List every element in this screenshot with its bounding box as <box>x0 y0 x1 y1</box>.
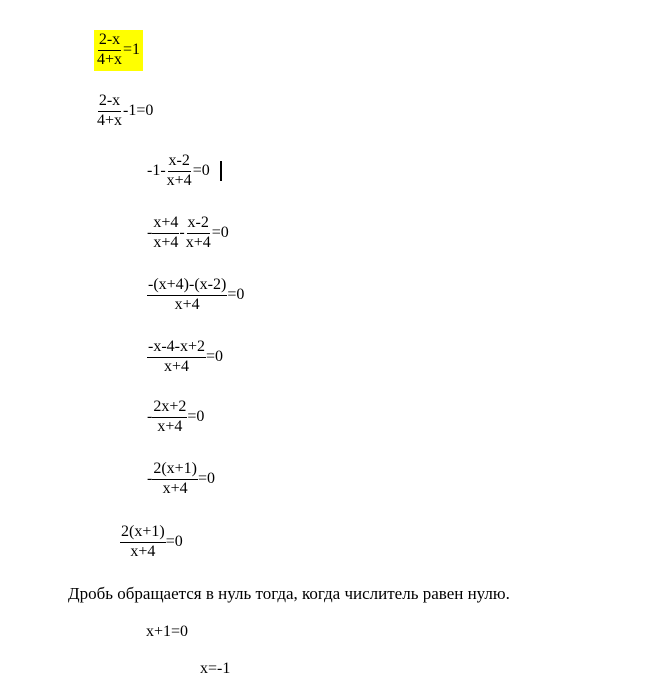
denominator: x+4 <box>162 479 188 497</box>
explanation-text: Дробь обращается в нуль тогда, когда числитель равен нулю. <box>68 584 510 603</box>
fraction <box>166 153 193 190</box>
fraction <box>96 93 123 130</box>
equation-step-4 <box>147 215 229 252</box>
fraction <box>152 461 198 498</box>
numerator: 2(x+1) <box>120 524 166 543</box>
equation-step-3 <box>147 153 222 190</box>
fraction <box>120 524 166 561</box>
result-text: x+1=0 <box>146 623 189 640</box>
numerator: 2x+2 <box>152 399 187 418</box>
result-text: x=-1 <box>200 660 231 677</box>
text-cursor <box>220 161 222 181</box>
equation-step-1 <box>94 30 143 71</box>
numerator: 2(x+1) <box>152 461 198 480</box>
numerator: 2-x <box>98 93 121 112</box>
equation-prefix: - <box>147 224 153 242</box>
equation-rhs: =0 <box>165 533 183 551</box>
equation-highlight <box>94 30 143 71</box>
equation-prefix: - <box>147 408 153 426</box>
equation-prefix: -1- <box>147 162 166 180</box>
equation-step-9 <box>120 524 183 561</box>
denominator: x+4 <box>130 542 156 560</box>
equation-step-7 <box>147 399 204 436</box>
denominator: x+4 <box>163 357 190 375</box>
equation-step-5 <box>147 277 244 314</box>
equation-rhs: =0 <box>192 162 210 180</box>
denominator: x+4 <box>166 171 192 189</box>
equation-operator: - <box>179 224 185 242</box>
numerator: -x-4-x+2 <box>147 339 206 358</box>
equation-step-6 <box>147 339 223 376</box>
result-equation-2 <box>200 661 230 677</box>
equation-rhs: =0 <box>211 224 229 242</box>
numerator: -(x+4)-(x-2) <box>147 277 227 296</box>
equation-prefix: - <box>147 470 153 488</box>
fraction <box>152 215 179 252</box>
fraction <box>96 32 123 69</box>
fraction <box>152 399 187 436</box>
numerator: x-2 <box>187 215 210 234</box>
numerator: 2-x <box>98 32 121 51</box>
equation-rhs: =0 <box>227 286 245 304</box>
denominator: 4+x <box>97 111 123 129</box>
equation-step-8 <box>147 461 215 498</box>
fraction <box>185 215 212 252</box>
numerator: x+4 <box>152 215 179 234</box>
denominator: x+4 <box>157 417 183 435</box>
denominator: x+4 <box>185 233 211 251</box>
numerator: x-2 <box>168 153 191 172</box>
equation-rhs: =0 <box>187 408 205 426</box>
fraction <box>147 277 227 314</box>
denominator: x+4 <box>174 295 200 313</box>
equation-rhs: -1=0 <box>123 102 154 120</box>
equation-rhs: =0 <box>206 348 224 366</box>
denominator: x+4 <box>153 233 179 251</box>
denominator: 4+x <box>97 50 123 68</box>
equation-rhs: =0 <box>198 470 216 488</box>
fraction <box>147 339 206 376</box>
equation-rhs: =1 <box>123 41 141 59</box>
equation-step-2 <box>96 93 153 130</box>
result-equation-1 <box>146 624 188 640</box>
